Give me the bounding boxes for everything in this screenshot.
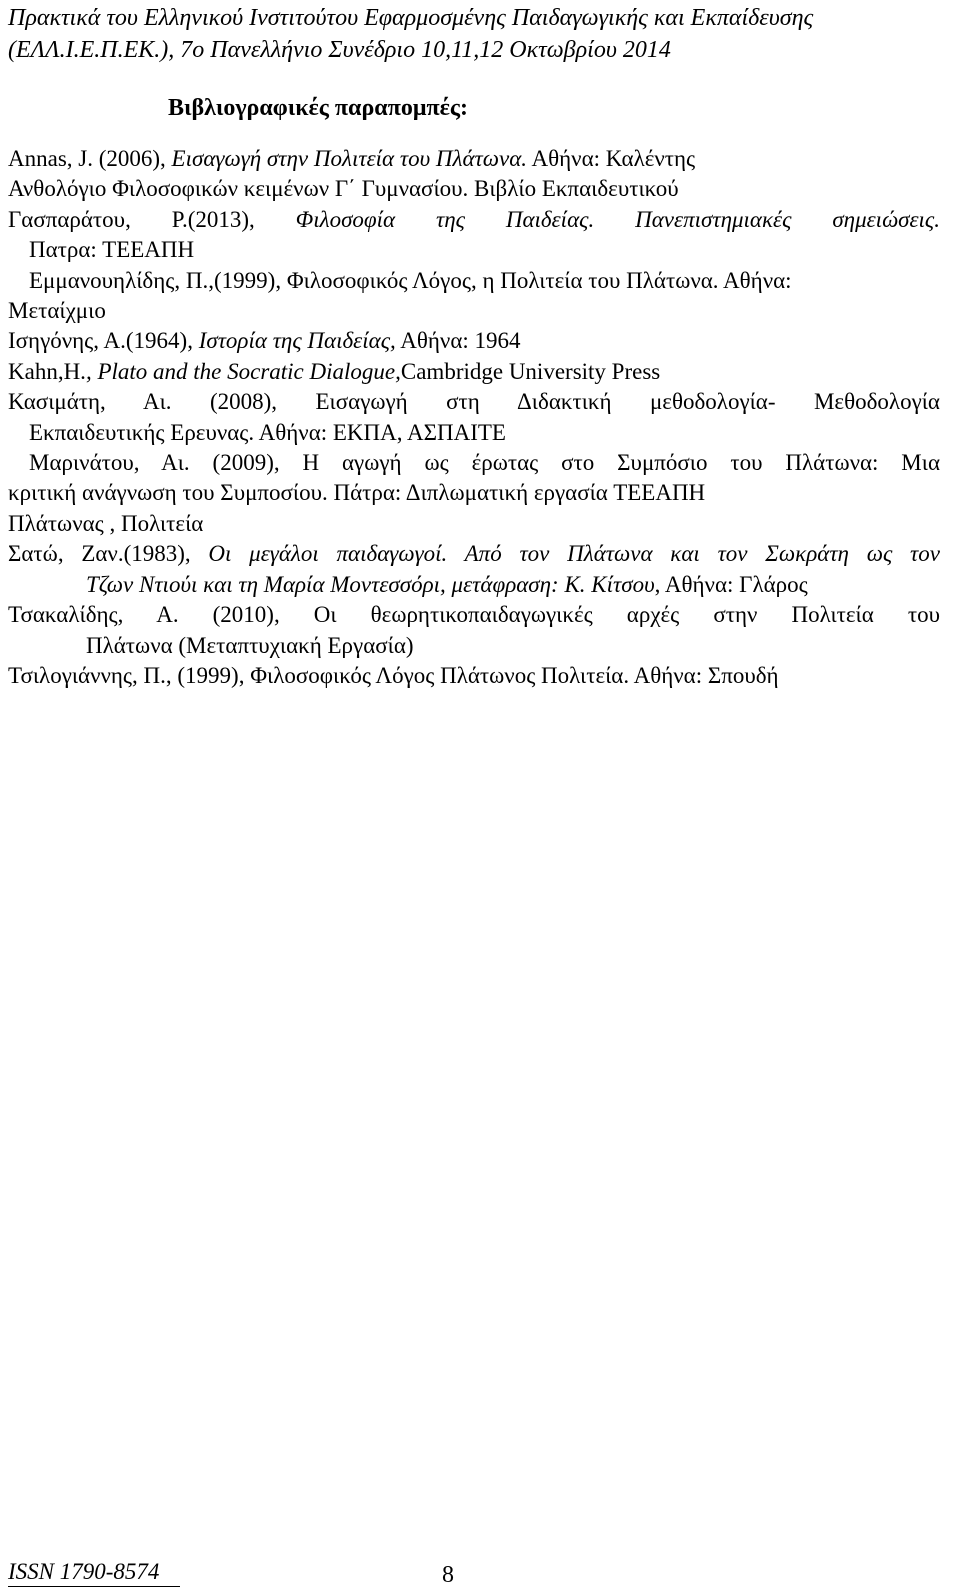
reference-line: [0, 144, 960, 174]
reference-line: Εκπαιδευτικής Ερευνας. Αθήνα: ΕΚΠΑ, ΑΣΠΑΙΤΕ: [29, 419, 506, 445]
reference-line: Τσιλογιάννης, Π., (1999), Φιλοσοφικός Λόγος Πλάτωνος Πολιτεία. Αθήνα: Σπουδή: [8, 662, 779, 688]
reference-title: Εισαγωγή στην Πολιτεία του Πλάτωνα.: [171, 146, 528, 171]
reference-publisher: Αθήνα: 1964: [395, 328, 521, 354]
reference-tsilogiannis: [0, 661, 960, 691]
reference-marinatou: [0, 448, 960, 509]
reference-line: Μαρινάτου, Αι. (2009), Η αγωγή ως έρωτας στο Συμπόσιο του Πλάτωνα: Μια: [29, 450, 940, 476]
reference-title: Τζων Ντιούι και τη Μαρία Μοντεσσόρι, μετάφραση: Κ. Κίτσου: [86, 571, 655, 597]
reference-list: [0, 144, 960, 691]
reference-sato: [0, 539, 960, 600]
reference-author: Annas, J. (2006),: [8, 146, 172, 171]
reference-emmanouilidis: [0, 266, 960, 327]
footer-issn: ISSN 1790-8574: [8, 1559, 160, 1584]
reference-publisher: Αθήνα: Καλέντης: [527, 146, 696, 171]
page-number: 8: [442, 1562, 454, 1588]
reference-platonas: [0, 509, 960, 539]
reference-publisher: , Αθήνα: Γλάρος: [654, 571, 808, 597]
section-title: Βιβλιογραφικές παραπομπές:: [168, 95, 468, 121]
reference-line: Πατρα: ΤΕΕΑΠΗ: [29, 237, 195, 263]
reference-author: Kahn,H.: [8, 358, 86, 384]
reference-author: Σατώ, Ζαν.(1983),: [8, 541, 209, 567]
reference-line: Εμμανουηλίδης, Π.,(1999), Φιλοσοφικός Λόγος, η Πολιτεία του Πλάτωνα. Αθήνα:: [29, 267, 792, 293]
reference-line: [0, 357, 960, 387]
header-line-1: Πρακτικά του Ελληνικού Ινστιτούτου Εφαρμοσμένης Παιδαγωγικής και Εκπαίδευσης: [8, 5, 814, 31]
reference-line: Πλάτωνα (Μεταπτυχιακή Εργασία): [86, 632, 414, 658]
reference-kasimati: [0, 387, 960, 448]
reference-line: Κασιμάτη, Αι. (2008), Εισαγωγή στη Διδακτική μεθοδολογία- Μεθοδολογία: [8, 389, 940, 415]
reference-title: , Plato and the Socratic Dialogue,: [85, 358, 401, 384]
reference-gasparatou: [0, 205, 960, 266]
reference-title: Φιλοσοφία της Παιδείας. Πανεπιστημιακές σημειώσεις.: [295, 206, 940, 232]
header-line-2: (ΕΛΛ.Ι.Ε.Π.ΕΚ.), 7ο Πανελλήνιο Συνέδριο 10,11,12 Οκτωβρίου 2014: [8, 37, 671, 63]
reference-line: [0, 326, 960, 356]
reference-isigonis: [0, 326, 960, 356]
proceedings-header: [8, 2, 948, 66]
reference-line: [8, 205, 940, 235]
reference-publisher: Cambridge University Press: [400, 358, 661, 384]
reference-annas: [0, 144, 960, 205]
reference-author: Γασπαράτου, Ρ.(2013),: [8, 206, 296, 232]
reference-line: Τσακαλίδης, Α. (2010), Οι θεωρητικοπαιδαγωγικές αρχές στην Πολιτεία του: [8, 602, 940, 628]
reference-line: Πλάτωνας , Πολιτεία: [8, 510, 204, 536]
reference-title: Οι μεγάλοι παιδαγωγοί. Από τον Πλάτωνα και τον Σωκράτη ως τον: [208, 541, 940, 567]
reference-line: [0, 570, 960, 600]
reference-line: κριτική ανάγνωση του Συμποσίου. Πάτρα: Διπλωματική εργασία ΤΕΕΑΠΗ: [8, 480, 706, 506]
reference-line: Μεταίχμιο: [8, 298, 106, 324]
reference-tsakalidis: [0, 600, 960, 661]
reference-kahn: [0, 357, 960, 387]
reference-line: [8, 539, 940, 569]
reference-author: Ισηγόνης, Α.(1964),: [8, 328, 199, 354]
reference-line: Ανθολόγιο Φιλοσοφικών κειμένων Γ΄ Γυμνασίου. Βιβλίο Εκπαιδευτικού: [8, 176, 679, 202]
reference-title: Ιστορία της Παιδείας,: [198, 328, 396, 354]
footer-rule: [8, 1586, 180, 1587]
